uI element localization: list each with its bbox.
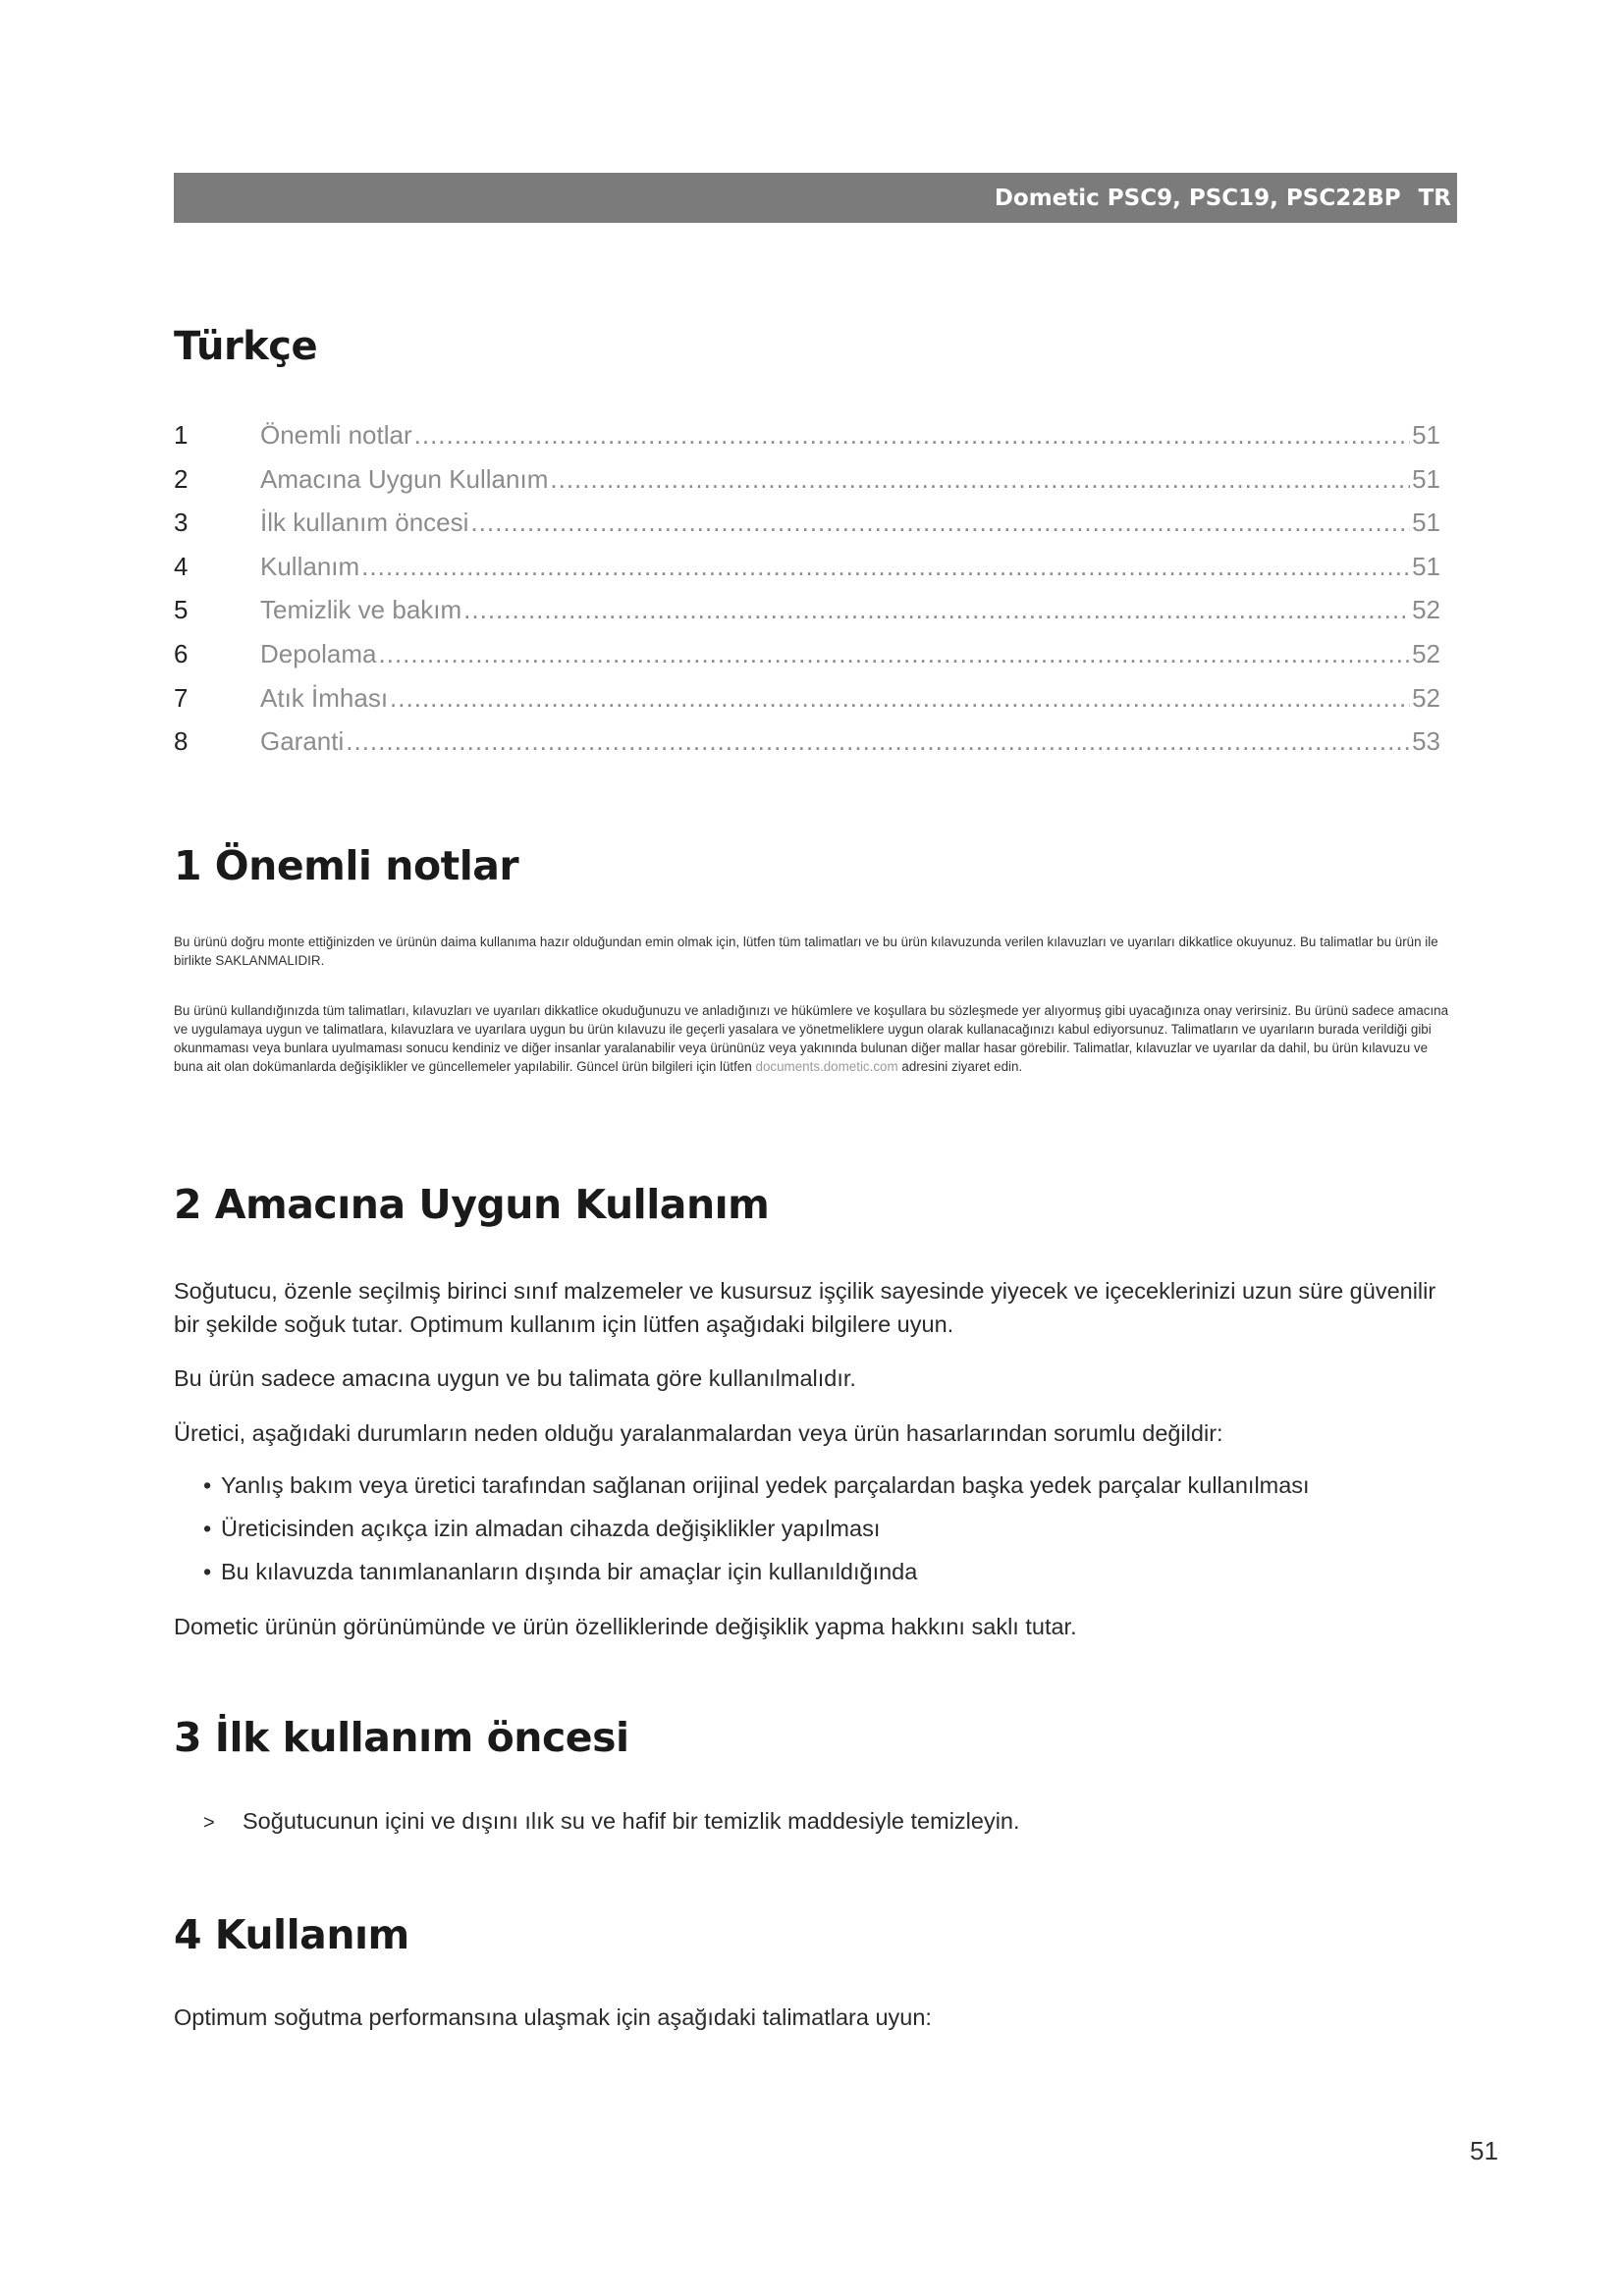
toc-number: 7 <box>174 682 189 713</box>
toc-title: Depolama <box>260 638 377 668</box>
toc-number: 5 <box>174 595 189 625</box>
toc-title: Atık İmhası <box>260 682 389 713</box>
important-notes-text: Bu ürünü kullandığınızda tüm talimatları, kılavuzları ve uyarıları dikkatlice okuduğunuzu ve anladığınızı ve hükümlere ve koşullara bu sözleşmede yer alıyormuş gibi uyacağınıza onay verirsiniz. Bu ürünü sadece amacına ve uygulamaya uygun ve talimatlara, kılavuzlara ve uyarılara uygun bu ürün kılavuzu ile geçerli yasalara ve yönetmeliklere uygun olarak kullanacağınızı kabul ediyorsunuz. Talimatların ve uyarıların burada verildiği gibi okunmaması veya bunlara uyulmaması sonucu kendiniz ve diğer insanlar yaralanabilir veya ürününüz veya yakınında bulunan diğer mallar hasar görebilir. Talimatlar, kılavuzlar ve uyarılar da dahil, bu ürün kılavuzu ve buna ait olan dokümanlarda değişiklikler ve güncellemeler yapılabilir. Güncel ürün bilgileri için lütfen <box>174 1003 1449 1074</box>
list-item <box>203 1464 1310 1507</box>
section-heading-intended-use: 2 Amacına Uygun Kullanım <box>174 1181 770 1228</box>
toc-leader <box>463 595 1410 625</box>
important-notes-paragraph: Bu ürünü doğru monte ettiğinizden ve ürünün daima kullanıma hazır olduğundan emin olmak için, lütfen tüm talimatları ve bu ürün kılavuzunda verilen kılavuzları ve uyarıları dikkatlice okuyunuz. Bu talimatlar bu ürün ile birlikte SAKLANMALIDIR. <box>174 934 1438 968</box>
toc-row[interactable] <box>174 464 1440 508</box>
toc-leader <box>390 683 1410 714</box>
toc-page: 51 <box>1412 420 1440 450</box>
toc-number: 3 <box>174 507 189 538</box>
toc-row[interactable] <box>174 595 1440 639</box>
toc-page: 53 <box>1412 726 1440 757</box>
table-of-contents <box>174 420 1440 771</box>
toc-leader <box>550 464 1410 495</box>
step-text: Soğutucunun içini ve dışını ılık su ve hafif bir temizlik maddesiyle temizleyin. <box>243 1808 1020 1834</box>
intended-use-paragraph: Dometic ürünün görünümünde ve ürün özelliklerinde değişiklik yapma hakkını saklı tutar. <box>174 1614 1077 1639</box>
toc-leader <box>414 420 1410 451</box>
toc-leader <box>470 507 1410 538</box>
toc-page: 51 <box>1412 463 1440 494</box>
liability-exclusion-list <box>203 1464 1310 1593</box>
toc-row[interactable] <box>174 552 1440 596</box>
document-header-bar <box>174 173 1457 223</box>
toc-title: Kullanım <box>260 551 360 581</box>
section-heading-use: 4 Kullanım <box>174 1911 409 1958</box>
use-paragraph: Optimum soğutma performansına ulaşmak için aşağıdaki talimatlara uyun: <box>174 2004 932 2030</box>
toc-page: 51 <box>1412 551 1440 581</box>
important-notes-paragraph <box>174 1001 1457 1076</box>
page-number: 51 <box>1470 2136 1498 2165</box>
toc-row[interactable] <box>174 726 1440 771</box>
intended-use-paragraph: Üretici, aşağıdaki durumların neden olduğu yaralanmalardan veya ürün hasarlarından sorumlu değildir: <box>174 1420 1223 1446</box>
bullet-icon: • <box>203 1472 212 1498</box>
toc-row[interactable] <box>174 683 1440 727</box>
list-item-text: Yanlış bakım veya üretici tarafından sağlanan orijinal yedek parçalardan başka yedek parçalar kullanılması <box>221 1472 1310 1498</box>
intended-use-paragraph: Soğutucu, özenle seçilmiş birinci sınıf malzemeler ve kusursuz işçilik sayesinde yiyecek ve içeceklerinizi uzun süre güvenilir bir şekilde soğuk tutar. Optimum kullanım için lütfen aşağıdaki bilgilere uyun. <box>174 1278 1436 1337</box>
toc-page: 52 <box>1412 682 1440 713</box>
toc-title: Temizlik ve bakım <box>260 595 462 625</box>
intended-use-paragraph: Bu ürün sadece amacına uygun ve bu talimata göre kullanılmalıdır. <box>174 1365 856 1391</box>
toc-number: 1 <box>174 420 189 450</box>
section-heading-before-first-use: 3 İlk kullanım öncesi <box>174 1714 629 1761</box>
toc-row[interactable] <box>174 507 1440 552</box>
toc-title: Önemli notlar <box>260 420 412 450</box>
language-title: Türkçe <box>174 324 318 369</box>
toc-leader <box>346 726 1410 757</box>
toc-leader <box>379 639 1411 669</box>
list-item-text: Bu kılavuzda tanımlananların dışında bir amaçlar için kullanıldığında <box>221 1559 918 1584</box>
important-notes-text-end: adresini ziyaret edin. <box>901 1059 1023 1074</box>
toc-row[interactable] <box>174 420 1440 464</box>
step-arrow-icon: > <box>203 1812 215 1834</box>
toc-page: 52 <box>1412 595 1440 625</box>
product-title: Dometic PSC9, PSC19, PSC22BP <box>994 185 1401 211</box>
language-code: TR <box>1418 185 1451 211</box>
toc-title: Garanti <box>260 726 345 757</box>
section-heading-important-notes: 1 Önemli notlar <box>174 842 519 889</box>
list-item-text: Üreticisinden açıkça izin almadan cihazda değişiklikler yapılması <box>221 1516 881 1541</box>
bullet-icon: • <box>203 1559 212 1584</box>
list-item <box>203 1507 1310 1550</box>
toc-title: Amacına Uygun Kullanım <box>260 463 549 494</box>
toc-number: 8 <box>174 726 189 757</box>
documents-link[interactable]: documents.dometic.com <box>755 1059 898 1074</box>
instruction-step <box>203 1808 1020 1835</box>
toc-page: 51 <box>1412 507 1440 538</box>
list-item <box>203 1550 1310 1593</box>
toc-title: İlk kullanım öncesi <box>260 507 469 538</box>
toc-number: 6 <box>174 638 189 668</box>
toc-number: 4 <box>174 551 189 581</box>
toc-leader <box>361 552 1410 582</box>
toc-row[interactable] <box>174 639 1440 683</box>
bullet-icon: • <box>203 1516 212 1541</box>
toc-page: 52 <box>1412 638 1440 668</box>
toc-number: 2 <box>174 463 189 494</box>
